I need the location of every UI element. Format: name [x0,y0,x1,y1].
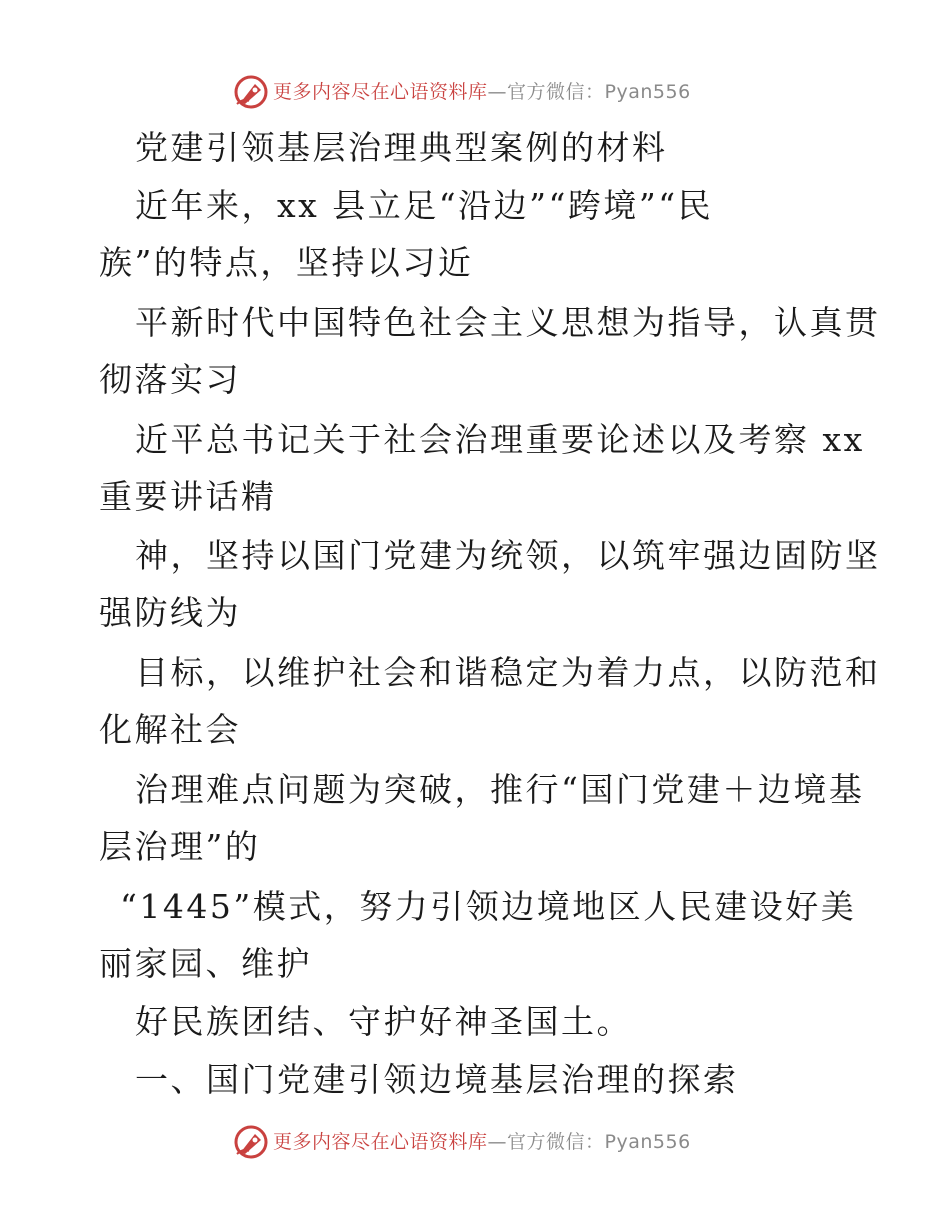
banner-main-text: 更多内容尽在心语资料库 [273,1131,488,1153]
text-line: 治理难点问题为突破，推行“国门党建＋边境基 [135,770,865,809]
text-line: 层治理”的 [99,827,261,866]
banner-sub-text: —官方微信：Pyan556 [487,81,691,103]
text-line: 神，坚持以国门党建为统领，以筑牢强边固防坚 [135,536,881,575]
banner-sub-text: —官方微信：Pyan556 [487,1131,691,1153]
text-line: 彻落实习 [99,360,241,399]
text-line: 目标，以维护社会和谐稳定为着力点，以防范和 [135,653,881,692]
text-line: 强防线为 [99,593,241,632]
text-line: 族”的特点，坚持以习近 [99,243,474,282]
pen-nib-logo-icon [233,74,269,110]
text-line: 平新时代中国特色社会主义思想为指导，认真贯 [135,303,881,342]
text-line: 近平总书记关于社会治理重要论述以及考察 xx [135,420,865,459]
text-line: 近年来，xx 县立足“沿边”“跨境”“民 [135,186,714,225]
text-line: 丽家园、维护 [99,944,312,983]
text-line: 好民族团结、守护好神圣国土。 [135,1002,632,1041]
document-title: 党建引领基层治理典型案例的材料 [135,128,668,167]
footer-banner [0,1122,950,1162]
text-line: 化解社会 [99,710,241,749]
text-line: “1445”模式，努力引领边境地区人民建设好美 [120,887,857,926]
section-heading: 一、国门党建引领边境基层治理的探索 [135,1060,739,1099]
header-banner [0,72,950,112]
banner-main-text: 更多内容尽在心语资料库 [273,81,488,103]
text-line: 重要讲话精 [99,477,277,516]
pen-nib-logo-icon [233,1124,269,1160]
